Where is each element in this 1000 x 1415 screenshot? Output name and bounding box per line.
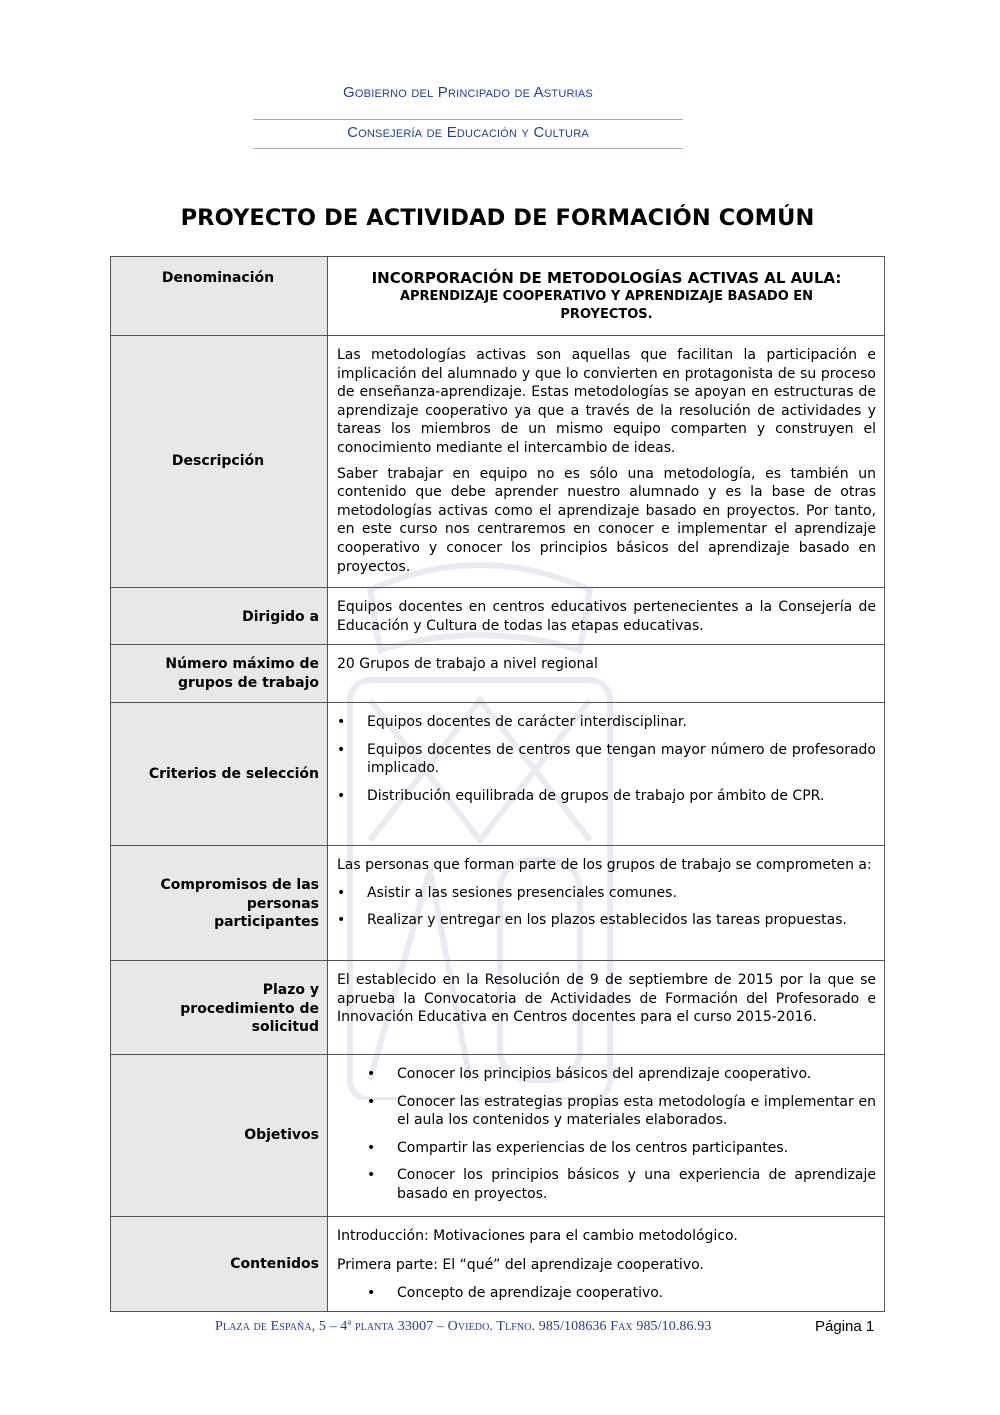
label-numero-maximo bbox=[111, 645, 328, 703]
label-text: solicitud bbox=[251, 1019, 319, 1036]
label-text: Contenidos bbox=[230, 1255, 319, 1272]
footer-address: Plaza de España, 5 – 4ª planta 33007 – Oviedo. Tlfno. 985/108636 Fax 985/10.86.93 bbox=[215, 1319, 712, 1334]
value-numero-maximo bbox=[328, 645, 885, 703]
row-compromisos bbox=[111, 846, 885, 961]
row-numero-maximo bbox=[111, 645, 885, 703]
course-subtitle-line-2: PROYECTOS. bbox=[560, 306, 653, 322]
value-plazo bbox=[328, 961, 885, 1055]
commitment-item: • Asistir a las sesiones presenciales comunes. bbox=[337, 884, 876, 903]
description-paragraph: Las metodologías activas son aquellas que facilitan la participación e implicación del alumnado y que lo convierten en protagonista de su proceso de enseñanza-aprendizaje. Estas metodologías se apoyan en estructuras de aprendizaje cooperativo ya que a través de la resolución de actividades y tareas los miembros de un mismo equipo comparten y construyen el conocimiento mediante el intercambio de ideas. bbox=[337, 347, 876, 456]
row-denominacion bbox=[111, 257, 885, 336]
row-dirigido bbox=[111, 588, 885, 645]
header-department: Consejería de Educación y Cultura bbox=[347, 124, 589, 141]
objective-item: • Conocer los principios básicos y una experiencia de aprendizaje basado en proyectos. bbox=[337, 1166, 876, 1203]
activity-form-table bbox=[110, 256, 885, 1312]
row-descripcion bbox=[111, 336, 885, 588]
label-text: Descripción bbox=[171, 453, 265, 470]
row-objetivos bbox=[111, 1055, 885, 1217]
row-contenidos bbox=[111, 1217, 885, 1312]
value-compromisos bbox=[328, 846, 885, 961]
value-descripcion bbox=[328, 336, 885, 588]
deadline-procedure-text: El establecido en la Resolución de 9 de septiembre de 2015 por la que se aprueba la Convocatoria de Actividades de Formación del Profesorado e Innovación Educativa en Centros docentes para el curso 2015-2016. bbox=[337, 972, 876, 1026]
max-groups-text: 20 Grupos de trabajo a nivel regional bbox=[337, 656, 598, 672]
value-dirigido bbox=[328, 588, 885, 645]
criteria-item: • Equipos docentes de carácter interdisciplinar. bbox=[337, 713, 876, 732]
label-contenidos bbox=[111, 1217, 328, 1312]
row-criterios bbox=[111, 703, 885, 846]
header-divider-top bbox=[253, 119, 683, 120]
label-text: grupos de trabajo bbox=[177, 674, 319, 691]
label-criterios bbox=[111, 703, 328, 846]
contents-line: Primera parte: El “qué” del aprendizaje cooperativo. bbox=[337, 1256, 704, 1273]
label-denominacion bbox=[111, 257, 328, 336]
commitment-item: • Realizar y entregar en los plazos establecidos las tareas propuestas. bbox=[337, 911, 876, 930]
target-audience-text: Equipos docentes en centros educativos pertenecientes a la Consejería de Educación y Cultura de todas las etapas educativas. bbox=[337, 599, 876, 634]
objective-item: • Conocer los principios básicos del aprendizaje cooperativo. bbox=[337, 1065, 876, 1084]
label-objetivos bbox=[111, 1055, 328, 1217]
label-text: procedimiento de bbox=[180, 1000, 319, 1017]
label-text: Denominación bbox=[161, 270, 275, 286]
objective-item: • Conocer las estrategias propias esta metodología e implementar en el aula los contenidos y materiales elaborados. bbox=[337, 1093, 876, 1130]
value-contenidos bbox=[328, 1217, 885, 1312]
label-compromisos bbox=[111, 846, 328, 961]
page-number: Página 1 bbox=[815, 1318, 875, 1335]
label-text: participantes bbox=[214, 914, 319, 931]
value-criterios bbox=[328, 703, 885, 846]
course-title: INCORPORACIÓN DE METODOLOGÍAS ACTIVAS AL AULA: bbox=[371, 269, 842, 287]
course-subtitle-line-1: APRENDIZAJE COOPERATIVO Y APRENDIZAJE BASADO EN bbox=[399, 288, 814, 304]
header-organization: Gobierno del Principado de Asturias bbox=[343, 84, 593, 101]
label-descripcion bbox=[111, 336, 328, 588]
label-text: Número máximo de bbox=[165, 656, 319, 672]
document-title: PROYECTO DE ACTIVIDAD DE FORMACIÓN COMÚN bbox=[180, 205, 815, 231]
label-text: Plazo y bbox=[262, 982, 319, 998]
label-plazo bbox=[111, 961, 328, 1055]
label-text: Dirigido a bbox=[242, 609, 319, 625]
value-denominacion bbox=[328, 257, 885, 336]
label-text: Criterios de selección bbox=[148, 765, 319, 782]
objective-item: • Compartir las experiencias de los centros participantes. bbox=[337, 1139, 876, 1158]
label-text: Compromisos de las bbox=[160, 877, 319, 893]
contents-item: • Concepto de aprendizaje cooperativo. bbox=[337, 1284, 876, 1303]
label-dirigido bbox=[111, 588, 328, 645]
commitments-intro: Las personas que forman parte de los grupos de trabajo se comprometen a: bbox=[337, 857, 872, 873]
description-paragraph: Saber trabajar en equipo no es sólo una metodología, es también un contenido que debe aprender nuestro alumnado y es la base de otras metodologías activas como el aprendizaje basado en proyectos. Por tanto, en este curso nos centraremos en conocer e implementar el aprendizaje cooperativo y conocer los principios básicos del aprendizaje basado en proyectos. bbox=[337, 465, 876, 575]
row-plazo bbox=[111, 961, 885, 1055]
value-objetivos bbox=[328, 1055, 885, 1217]
label-text: Objetivos bbox=[244, 1127, 319, 1144]
criteria-item: • Distribución equilibrada de grupos de trabajo por ámbito de CPR. bbox=[337, 787, 876, 806]
contents-line: Introducción: Motivaciones para el cambio metodológico. bbox=[337, 1228, 738, 1244]
header-divider-bottom bbox=[253, 148, 683, 149]
criteria-item: • Equipos docentes de centros que tengan mayor número de profesorado implicado. bbox=[337, 741, 876, 778]
label-text: personas bbox=[246, 895, 319, 912]
